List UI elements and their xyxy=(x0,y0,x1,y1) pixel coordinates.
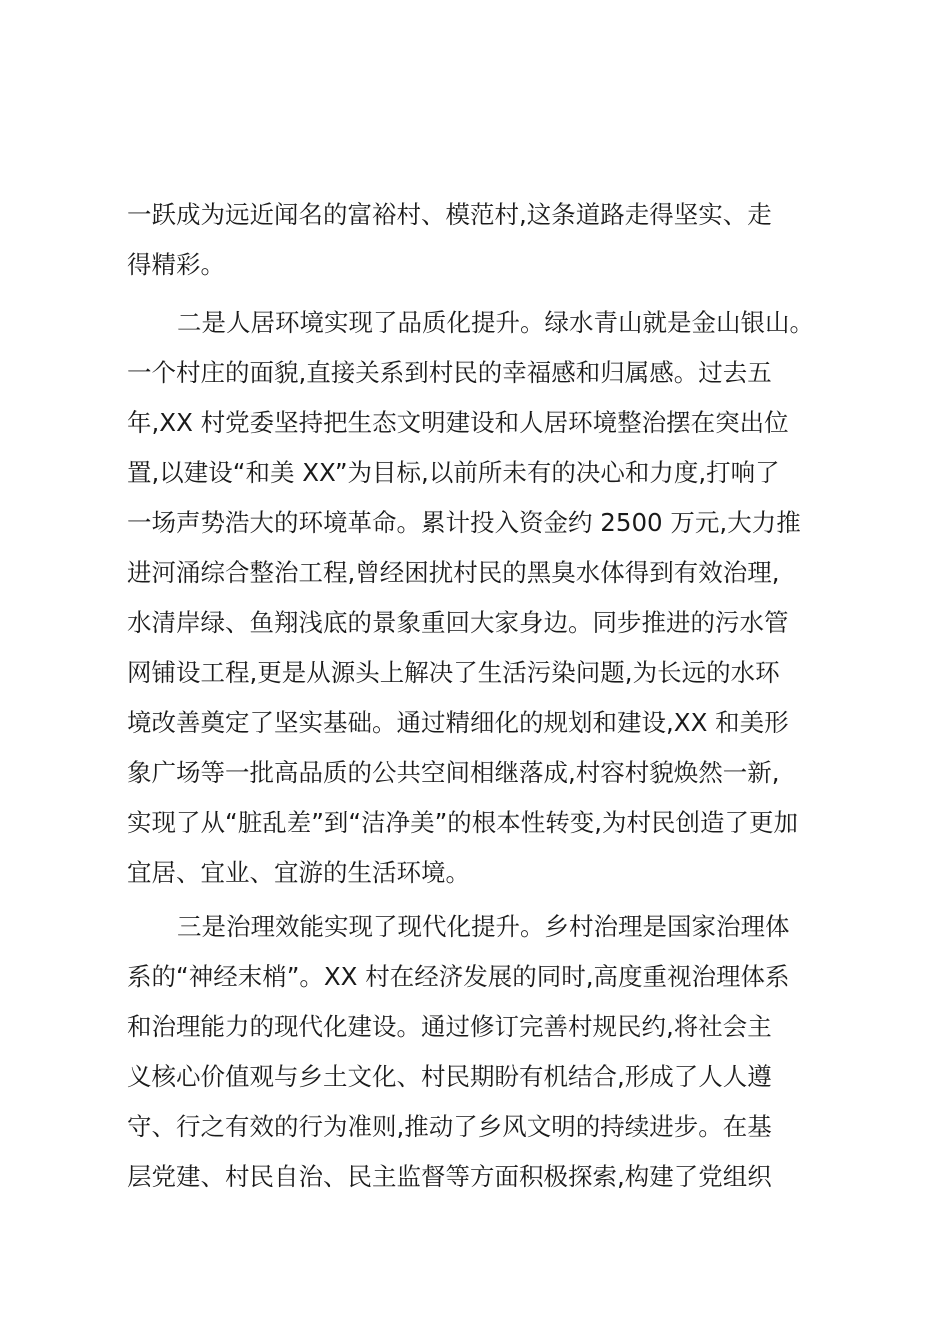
text-line: 义核心价值观与乡土文化、村民期盼有机结合,形成了人人遵 xyxy=(127,1062,772,1091)
text-line: 置,以建设“和美 XX”为目标,以前所未有的决心和力度,打响了 xyxy=(127,458,780,487)
text-line: 守、行之有效的行为准则,推动了乡风文明的持续进步。在基 xyxy=(127,1112,772,1141)
text-line: 二是人居环境实现了品质化提升。绿水青山就是金山银山。 xyxy=(177,308,814,337)
text-line: 水清岸绿、鱼翔浅底的景象重回大家身边。同步推进的污水管 xyxy=(127,608,789,637)
text-line: 一场声势浩大的环境革命。累计投入资金约 2500 万元,大力推 xyxy=(127,508,801,537)
text-line: 象广场等一批高品质的公共空间相继落成,村容村貌焕然一新, xyxy=(127,758,780,787)
text-line: 年,XX 村党委坚持把生态文明建设和人居环境整治摆在突出位 xyxy=(127,408,789,437)
text-line: 和治理能力的现代化建设。通过修订完善村规民约,将社会主 xyxy=(127,1012,772,1041)
text-line: 一跃成为远近闻名的富裕村、模范村,这条道路走得坚实、走 xyxy=(127,200,772,229)
paragraph-second-point xyxy=(127,298,837,898)
text-line: 系的“神经末梢”。XX 村在经济发展的同时,高度重视治理体系 xyxy=(127,962,790,991)
text-line: 实现了从“脏乱差”到“洁净美”的根本性转变,为村民创造了更加 xyxy=(127,808,799,837)
text-line: 层党建、村民自治、民主监督等方面积极探索,构建了党组织 xyxy=(127,1162,772,1191)
text-line: 三是治理效能实现了现代化提升。乡村治理是国家治理体 xyxy=(177,912,790,941)
text-line: 境改善奠定了坚实基础。通过精细化的规划和建设,XX 和美形 xyxy=(127,708,789,737)
paragraph-third-point xyxy=(127,902,837,1202)
text-line: 得精彩。 xyxy=(127,250,225,279)
text-line: 网铺设工程,更是从源头上解决了生活污染问题,为长远的水环 xyxy=(127,658,780,687)
paragraph-continuation xyxy=(127,190,837,290)
text-line: 进河涌综合整治工程,曾经困扰村民的黑臭水体得到有效治理, xyxy=(127,558,780,587)
text-line: 宜居、宜业、宜游的生活环境。 xyxy=(127,858,470,887)
text-line: 一个村庄的面貌,直接关系到村民的幸福感和归属感。过去五 xyxy=(127,358,772,387)
